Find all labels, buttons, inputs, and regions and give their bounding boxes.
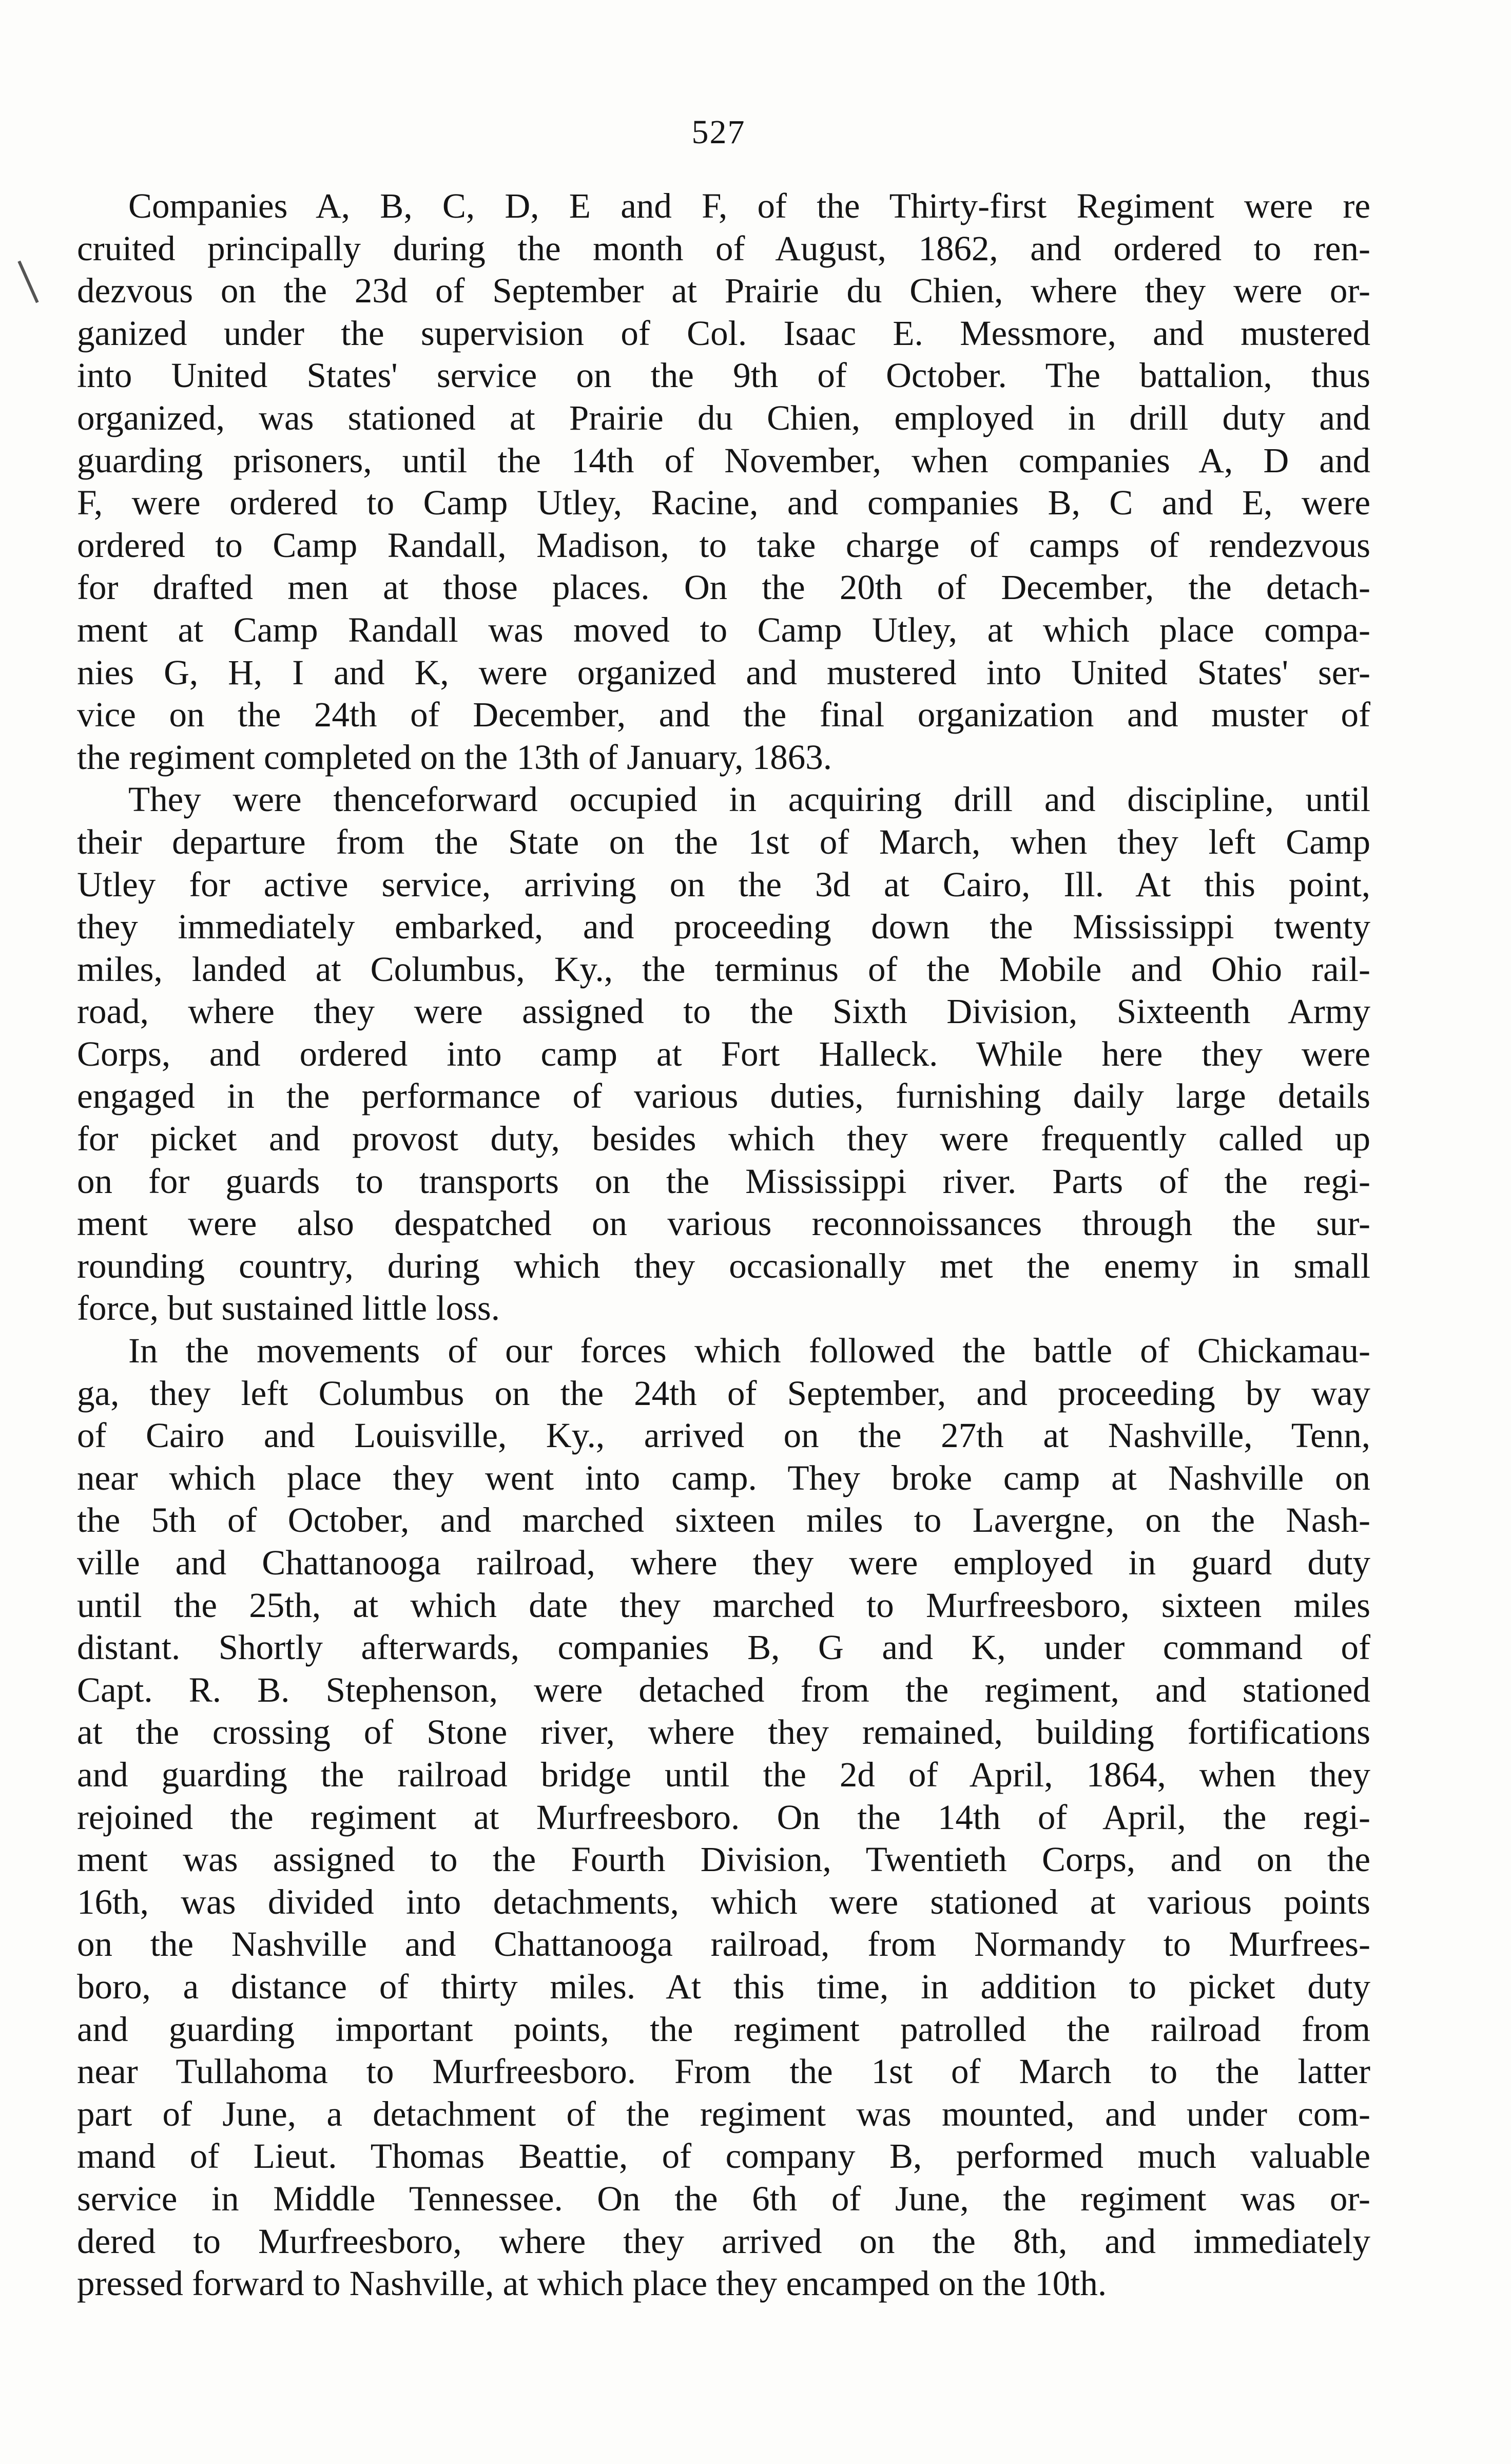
text-line: their departure from the State on the 1st of March, when they left Camp [77, 822, 1370, 861]
text-line: engaged in the performance of various duties, furnishing daily large details [77, 1076, 1370, 1116]
text-line: rejoined the regiment at Murfreesboro. On the 14th of April, the regi- [77, 1797, 1370, 1837]
text-line: guarding prisoners, until the 14th of November, when companies A, D and [77, 440, 1370, 480]
text-line: part of June, a detachment of the regiment was mounted, and under com- [77, 2094, 1370, 2133]
text-line: until the 25th, at which date they marched to Murfreesboro, sixteen miles [77, 1585, 1370, 1625]
text-line: ment were also despatched on various reconnoissances through the sur- [77, 1204, 1370, 1243]
text-line: at the crossing of Stone river, where they remained, building fortifications [77, 1712, 1370, 1752]
text-line: they immediately embarked, and proceeding down the Mississippi twenty [77, 907, 1370, 947]
text-line: Capt. R. B. Stephenson, were detached from the regiment, and stationed [77, 1670, 1370, 1709]
page-number: 527 [691, 113, 746, 151]
text-line: for drafted men at those places. On the 20th of December, the detach- [77, 568, 1370, 607]
text-line: dered to Murfreesboro, where they arrived on the 8th, and immediately [77, 2221, 1370, 2261]
text-line: F, were ordered to Camp Utley, Racine, and companies B, C and E, were [77, 483, 1370, 523]
text-line: ga, they left Columbus on the 24th of September, and proceeding by way [77, 1373, 1370, 1413]
text-line: Utley for active service, arriving on the 3d at Cairo, Ill. At this point, [77, 864, 1370, 904]
margin-mark [17, 261, 38, 303]
text-line: vice on the 24th of December, and the final organization and muster of [77, 695, 1370, 735]
text-line: on for guards to transports on the Mississippi river. Parts of the regi- [77, 1161, 1370, 1201]
text-line: Corps, and ordered into camp at Fort Halleck. While here they were [77, 1034, 1370, 1073]
body-text [77, 185, 1370, 2305]
text-line: service in Middle Tennessee. On the 6th of June, the regiment was or- [77, 2179, 1370, 2218]
text-line: cruited principally during the month of August, 1862, and ordered to ren- [77, 228, 1370, 268]
text-line: ment at Camp Randall was moved to Camp Utley, at which place compa- [77, 610, 1370, 649]
text-line: They were thenceforward occupied in acquiring drill and discipline, until [128, 780, 1370, 819]
text-line: rounding country, during which they occasionally met the enemy in small [77, 1246, 1370, 1285]
text-line: on the Nashville and Chattanooga railroad, from Normandy to Murfrees- [77, 1924, 1370, 1964]
text-line: near Tullahoma to Murfreesboro. From the 1st of March to the latter [77, 2052, 1370, 2091]
text-line: and guarding the railroad bridge until the 2d of April, 1864, when they [77, 1755, 1370, 1794]
text-line: ganized under the supervision of Col. Isaac E. Messmore, and mustered [77, 313, 1370, 353]
text-line: mand of Lieut. Thomas Beattie, of company B, performed much valuable [77, 2136, 1370, 2176]
text-line: and guarding important points, the regiment patrolled the railroad from [77, 2009, 1370, 2049]
text-line: force, but sustained little loss. [77, 1288, 500, 1328]
text-line: road, where they were assigned to the Sixth Division, Sixteenth Army [77, 992, 1370, 1031]
text-line: organized, was stationed at Prairie du Chien, employed in drill duty and [77, 398, 1370, 437]
text-line: pressed forward to Nashville, at which place they encamped on the 10th. [77, 2264, 1107, 2303]
paragraph [77, 1330, 1370, 2305]
text-line: ordered to Camp Randall, Madison, to take charge of camps of rendezvous [77, 525, 1370, 565]
text-line: 16th, was divided into detachments, which were stationed at various points [77, 1882, 1370, 1921]
text-line: distant. Shortly afterwards, companies B, G and K, under command of [77, 1628, 1370, 1667]
text-line: for picket and provost duty, besides which they were frequently called up [77, 1119, 1370, 1159]
text-line: the 5th of October, and marched sixteen miles to Lavergne, on the Nash- [77, 1500, 1370, 1540]
text-line: boro, a distance of thirty miles. At this time, in addition to picket duty [77, 1967, 1370, 2006]
text-line: In the movements of our forces which followed the battle of Chickamau- [128, 1331, 1370, 1371]
paragraph [77, 778, 1370, 1330]
text-line: the regiment completed on the 13th of January, 1863. [77, 737, 832, 777]
text-line: ment was assigned to the Fourth Division, Twentieth Corps, and on the [77, 1840, 1370, 1879]
paragraph [77, 185, 1370, 778]
text-line: nies G, H, I and K, were organized and mustered into United States' ser- [77, 652, 1370, 692]
text-line: miles, landed at Columbus, Ky., the terminus of the Mobile and Ohio rail- [77, 949, 1370, 989]
text-line: dezvous on the 23d of September at Prairie du Chien, where they were or- [77, 271, 1370, 311]
text-line: near which place they went into camp. They broke camp at Nashville on [77, 1458, 1370, 1497]
text-line: Companies A, B, C, D, E and F, of the Thirty-first Regiment were re [128, 186, 1370, 225]
text-line: ville and Chattanooga railroad, where they were employed in guard duty [77, 1543, 1370, 1582]
text-line: into United States' service on the 9th of October. The battalion, thus [77, 356, 1370, 395]
text-line: of Cairo and Louisville, Ky., arrived on the 27th at Nashville, Tenn, [77, 1416, 1370, 1455]
